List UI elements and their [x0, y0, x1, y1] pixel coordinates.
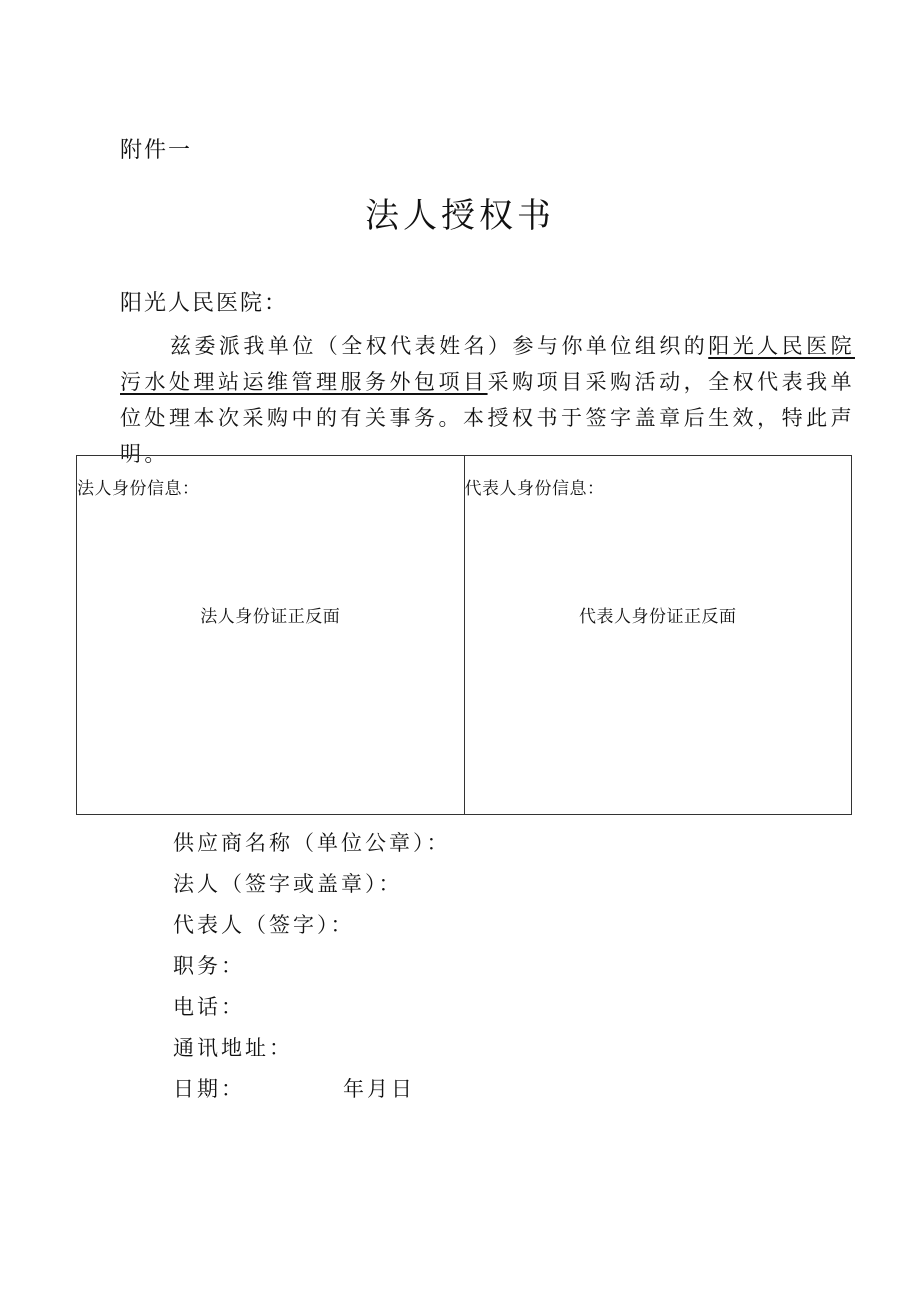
position-field: 职务： — [173, 954, 245, 978]
representative-id-cell — [464, 456, 852, 814]
legal-person-signature-field: 法人（签字或盖章）： — [173, 872, 403, 896]
signature-fields — [173, 827, 451, 1114]
representative-signature-field: 代表人（签字）： — [173, 913, 355, 937]
date-field — [173, 1073, 451, 1114]
paragraph-intro: 兹委派我单位（全权代表姓名）参与你单位组织的 — [170, 334, 709, 358]
address-field: 通讯地址： — [173, 1036, 293, 1060]
legal-person-id-cell — [77, 456, 464, 814]
paragraph-rest: 采购项目采购活动，全权代表我单位处理本次采购中的有关事务。本授权书于签字盖章后生效，特此声明。 — [120, 370, 856, 466]
project-name: 阳光人民医院污水处理站运维管理服务外包项目 — [120, 334, 855, 394]
id-info-table — [76, 455, 852, 815]
attachment-label: 附件一 — [120, 138, 193, 163]
date-label: 日期： — [173, 1077, 245, 1101]
legal-person-id-heading: 法人身份信息： — [77, 479, 200, 499]
addressee: 阳光人民医院： — [120, 291, 289, 316]
legal-person-id-placeholder: 法人身份证正反面 — [200, 607, 341, 627]
document-title: 法人授权书 — [365, 196, 555, 236]
phone-field: 电话： — [173, 995, 245, 1019]
supplier-name-field: 供应商名称（单位公章）： — [173, 831, 451, 855]
representative-id-heading: 代表人身份信息： — [464, 479, 605, 499]
representative-id-placeholder: 代表人身份证正反面 — [579, 607, 737, 627]
date-value: 年月日 — [343, 1077, 415, 1101]
authorization-paragraph — [120, 328, 855, 472]
